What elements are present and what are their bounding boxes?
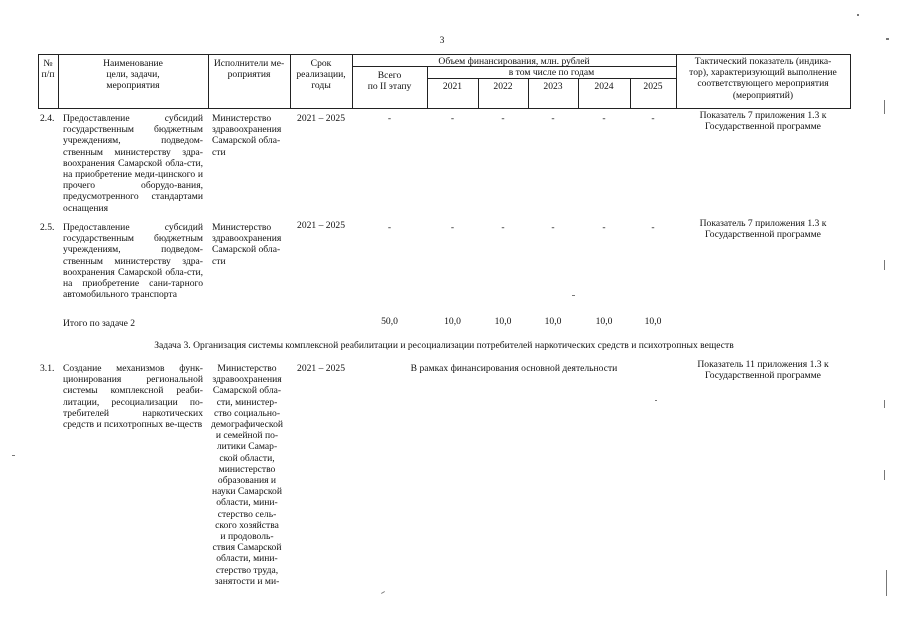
task-heading: Задача 3. Организация системы комплексной реабилитации и ресоциализации потребителей наркотических средств и психотропных веществ — [154, 340, 734, 351]
row-value-2024: - — [602, 113, 606, 124]
page-number: 3 — [439, 35, 445, 46]
row-value-2024: - — [602, 222, 606, 233]
row-total: - — [387, 222, 392, 233]
row-number: 3.1. — [40, 363, 55, 374]
total-2025: 10,0 — [644, 316, 662, 327]
header-year-2023: 2023 — [543, 81, 563, 92]
header-name: Наименование цели, задачи, мероприятия — [103, 58, 163, 92]
row-executors: Министерство здравоохранения Самарской обла- сти — [212, 222, 282, 267]
header-num: № п/п — [41, 58, 55, 81]
row-term: 2021 – 2025 — [297, 113, 345, 124]
row-total: - — [387, 113, 392, 124]
row-value-2022: - — [501, 113, 505, 124]
total-2023: 10,0 — [544, 316, 562, 327]
header-by-year: в том числе по годам — [508, 67, 595, 78]
row-name: Создание механизмов функ-ционирования региональной системы комплексной реаби-литации, ресоциализации по-требителей наркотических средств и психотропных ве-ществ — [63, 363, 203, 431]
header-year-2021: 2021 — [442, 81, 463, 92]
row-indicator: Показатель 11 приложения 1.3 к Государственной программе — [697, 359, 829, 382]
row-name: Предоставление субсидий государственным бюджетным учреждениям, подведом-ственным министерству здра-воохранения Самарской обла-сти, на приобретение меди-цинского и прочего оборудо-вания, предусмотренного стандартами оснащения — [63, 113, 203, 214]
row-value-2023: - — [551, 222, 555, 233]
row-finance-note: В рамках финансирования основной деятельности — [410, 363, 618, 374]
total-label: Итого по задаче 2 — [63, 318, 136, 329]
header-year-2022: 2022 — [493, 81, 513, 92]
row-indicator: Показатель 7 приложения 1.3 к Государственной программе — [699, 218, 827, 241]
row-executors: Министерство здравоохранения Самарской обла- сти, министер- ство социально- демографической и семейной по- литики Самар- ской области, министерство образования и науки Самарской области, мини- стерство сель- ского хозяйства и продоволь- ствия Самарской области, мини- стерство труда, занятости и ми- — [210, 363, 284, 587]
row-value-2023: - — [551, 113, 555, 124]
row-term: 2021 – 2025 — [297, 363, 345, 374]
row-value-2022: - — [501, 222, 505, 233]
header-year-2025: 2025 — [643, 81, 663, 92]
row-number: 2.4. — [40, 113, 55, 124]
row-value-2021: - — [450, 222, 455, 233]
row-number: 2.5. — [40, 222, 55, 233]
row-executors: Министерство здравоохранения Самарской обла- сти — [212, 113, 282, 158]
row-value-2025: - — [651, 113, 655, 124]
row-value-2025: - — [651, 222, 655, 233]
total-2024: 10,0 — [595, 316, 613, 327]
row-name: Предоставление субсидий государственным бюджетным учреждениям, подведом-ственным министерству здра-воохранения Самарской обла-сти, на приобретение сани-тарного автомобильного транспорта — [63, 222, 203, 301]
row-value-2021: - — [450, 113, 455, 124]
total-2021: 10,0 — [444, 316, 461, 327]
header-indicator: Тактический показатель (индика- тор), характеризующий выполнение соответствующего мероприятия (мероприятий) — [689, 56, 837, 101]
total-value: 50,0 — [381, 316, 398, 327]
row-indicator: Показатель 7 приложения 1.3 к Государственной программе — [699, 110, 827, 133]
header-year-2024: 2024 — [594, 81, 614, 92]
header-total: Всего по II этапу — [367, 70, 412, 93]
header-finance: Объем финансирования, млн. рублей — [438, 56, 590, 67]
row-term: 2021 – 2025 — [297, 220, 345, 231]
header-executors: Исполнители ме- роприятия — [213, 58, 285, 81]
header-term: Срок реализации, годы — [296, 58, 346, 92]
total-2022: 10,0 — [494, 316, 512, 327]
